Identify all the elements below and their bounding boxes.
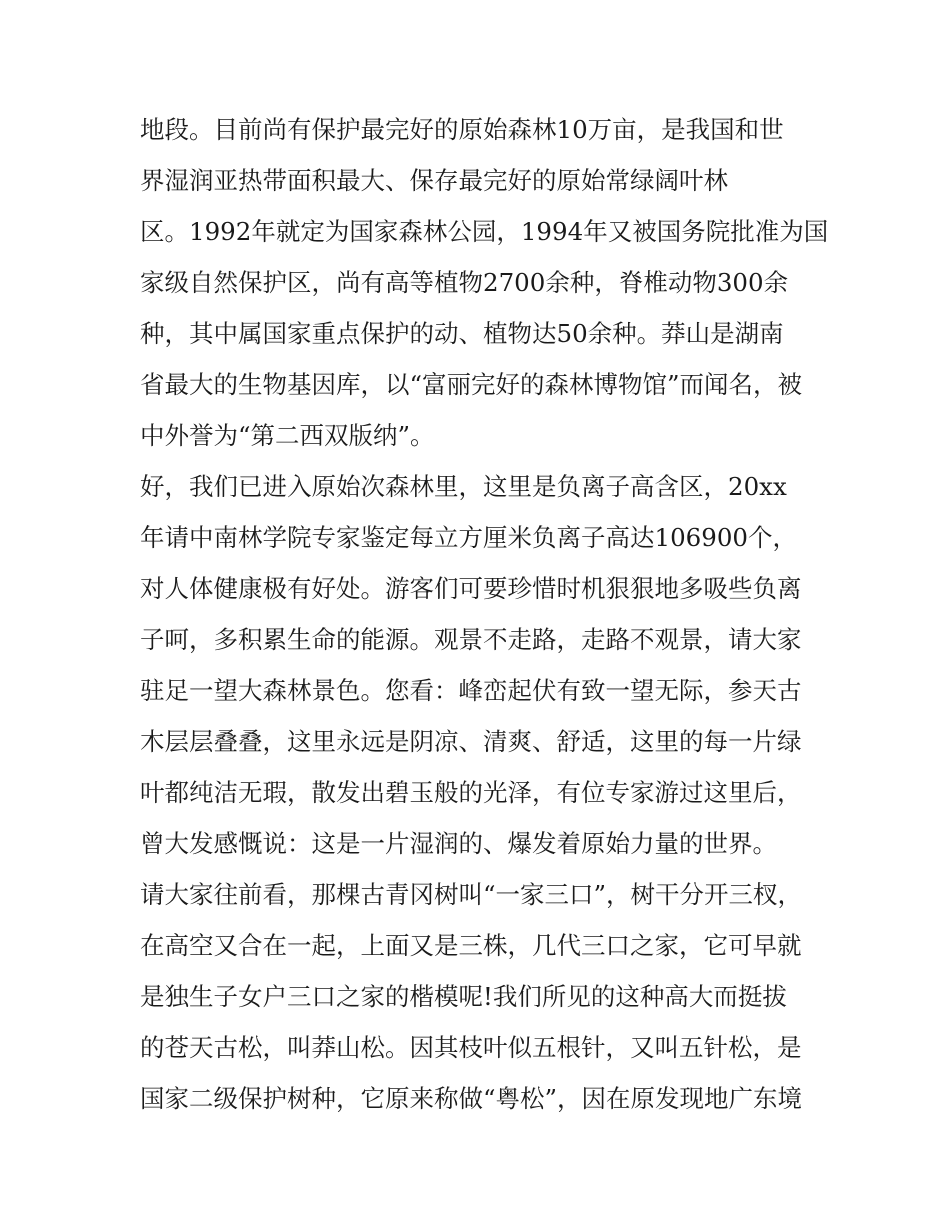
text-line: 中外誉为“第二西双版纳”。	[140, 421, 435, 450]
text-line: 驻足一望大森林景色。您看：峰峦起伏有致一望无际，参天古	[140, 676, 802, 705]
text-line: 子呵，多积累生命的能源。观景不走路，走路不观景，请大家	[140, 625, 802, 654]
text-line: 请大家往前看，那棵古青冈树叫“一家三口”，树干分开三杈，	[140, 880, 803, 909]
text-line: 省最大的生物基因库，以“富丽完好的森林博物馆”而闻名，被	[140, 370, 803, 399]
text-line: 种，其中属国家重点保护的动、植物达50余种。莽山是湖南	[140, 319, 784, 348]
text-line: 地段。目前尚有保护最完好的原始森林10万亩，是我国和世	[140, 115, 784, 144]
text-line: 对人体健康极有好处。游客们可要珍惜时机狠狠地多吸些负离	[140, 574, 802, 603]
text-line: 的苍天古松，叫莽山松。因其枝叶似五根针，又叫五针松，是	[140, 1033, 802, 1062]
text-line: 木层层叠叠，这里永远是阴凉、清爽、舒适，这里的每一片绿	[140, 727, 802, 756]
text-line: 曾大发感慨说：这是一片湿润的、爆发着原始力量的世界。	[140, 829, 777, 858]
text-line: 好，我们已进入原始次森林里，这里是负离子高含区，20xx	[140, 472, 787, 501]
text-line: 在高空又合在一起，上面又是三株，几代三口之家，它可早就	[140, 931, 802, 960]
text-line: 叶都纯洁无瑕，散发出碧玉般的光泽，有位专家游过这里后，	[140, 778, 802, 807]
text-line: 区。1992年就定为国家森林公园，1994年又被国务院批准为国	[140, 217, 829, 246]
text-line: 年请中南林学院专家鉴定每立方厘米负离子高达106900个，	[140, 523, 798, 552]
text-line: 家级自然保护区，尚有高等植物2700余种，脊椎动物300余	[140, 268, 789, 297]
document-body-text	[140, 104, 830, 1124]
text-line: 界湿润亚热带面积最大、保存最完好的原始常绿阔叶林	[140, 166, 728, 195]
text-line: 国家二级保护树种，它原来称做“粤松”，因在原发现地广东境	[140, 1084, 803, 1113]
text-line: 是独生子女户三口之家的楷模呢!我们所见的这种高大而挺拔	[140, 982, 787, 1011]
